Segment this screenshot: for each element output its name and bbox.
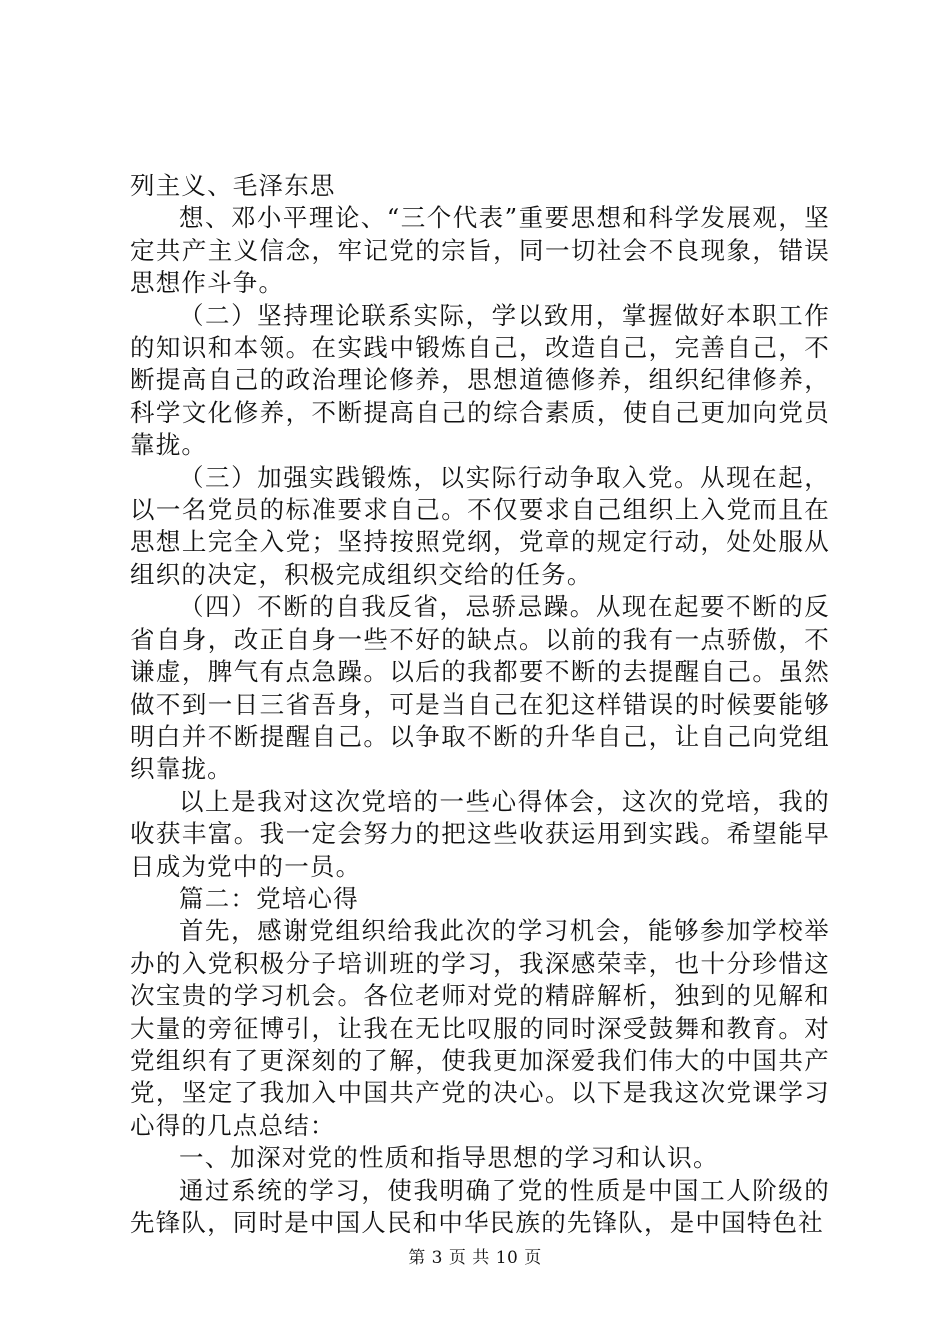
paragraph: 通过系统的学习，使我明确了党的性质是中国工人阶级的先锋队，同时是中国人民和中华民族的先锋队，是中国特色社 (130, 1175, 830, 1237)
paragraph: 首先，感谢党组织给我此次的学习机会，能够参加学校举办的入党积极分子培训班的学习，我深感荣幸，也十分珍惜这次宝贵的学习机会。各位老师对党的精辟解析，独到的见解和大量的旁征博引，让我在无比叹服的同时深受鼓舞和教育。对党组织有了更深刻的了解，使我更加深爱我们伟大的中国共产党，坚定了我加入中国共产党的决心。以下是我这次党课学习心得的几点总结： (130, 916, 830, 1140)
paragraph: 列主义、毛泽东思 (130, 171, 336, 200)
paragraph: 想、邓小平理论、“三个代表”重要思想和科学发展观，坚定共产主义信念，牢记党的宗旨，同一切社会不良现象，错误思想作斗争。 (130, 203, 830, 298)
page-footer: 第 3 页 共 10 页 (408, 1248, 542, 1268)
paragraph: （二）坚持理论联系实际，学以致用，掌握做好本职工作的知识和本领。在实践中锻炼自己，改造自己，完善自己，不断提高自己的政治理论修养，思想道德修养，组织纪律修养，科学文化修养，不断提高自己的综合素质，使自己更加向党员靠拢。 (130, 300, 830, 460)
paragraph: （四）不断的自我反省，忌骄忌躁。从现在起要不断的反省自身，改正自身一些不好的缺点。以前的我有一点骄傲，不谦虚，脾气有点急躁。以后的我都要不断的去提醒自己。虽然做不到一日三省吾身，可是当自己在犯这样错误的时候要能够明白并不断提醒自己。以争取不断的升华自己，让自己向党组织靠拢。 (130, 592, 830, 784)
paragraph: 篇二：党培心得 (179, 883, 359, 913)
document-body (130, 170, 830, 1239)
paragraph: 以上是我对这次党培的一些心得体会，这次的党培，我的收获丰富。我一定会努力的把这些收获运用到实践。希望能早日成为党中的一员。 (130, 786, 830, 881)
paragraph: 一、加深对党的性质和指导思想的学习和认识。 (179, 1143, 719, 1173)
paragraph: （三）加强实践锻炼，以实际行动争取入党。从现在起，以一名党员的标准要求自己。不仅要求自己组织上入党而且在思想上完全入党；坚持按照党纲，党章的规定行动，处处服从组织的决定，积极完成组织交给的任务。 (130, 462, 830, 589)
